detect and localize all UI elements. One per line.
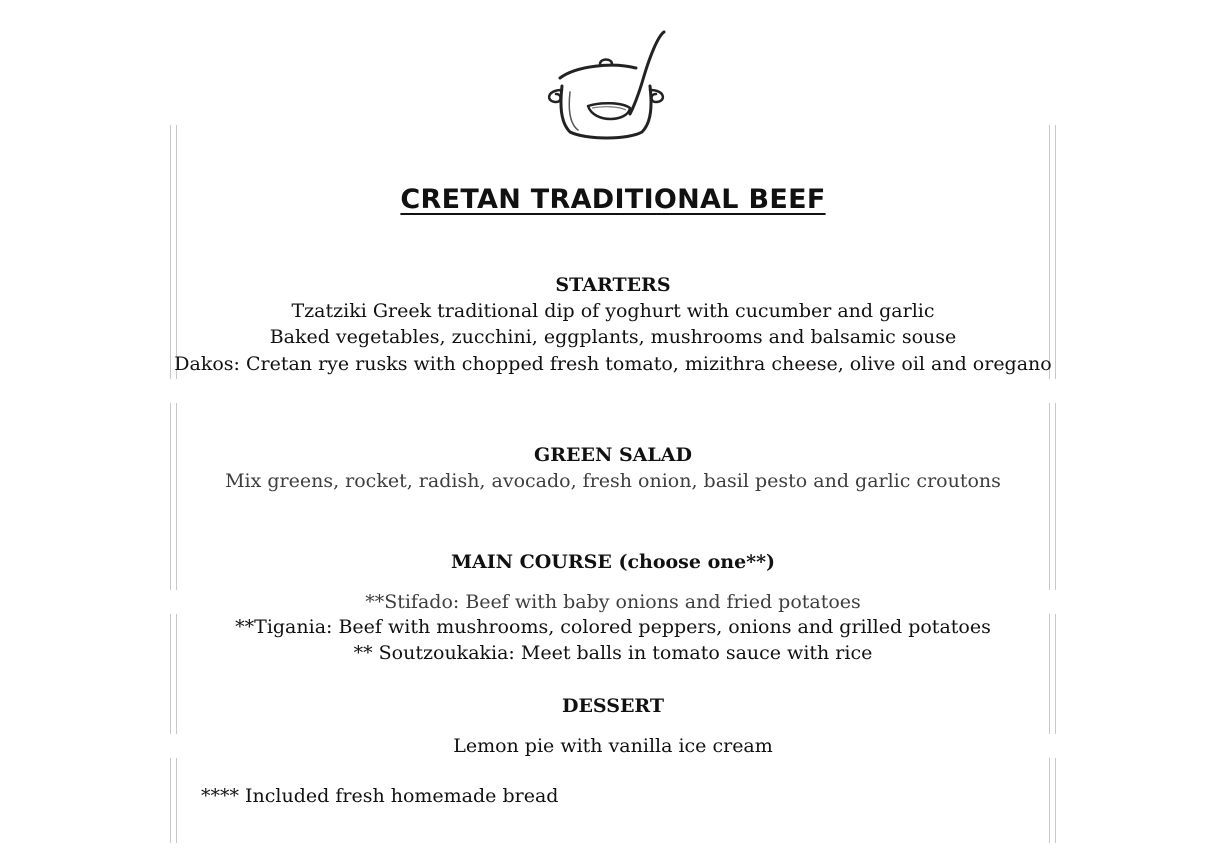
border-left-outer <box>170 758 171 843</box>
section-heading-starters: STARTERS <box>555 274 671 296</box>
bread-note: **** Included fresh homemade bread <box>201 785 559 807</box>
menu-item: **Tigania: Beef with mushrooms, colored peppers, onions and grilled potatoes <box>235 616 991 638</box>
menu-title <box>0 184 1226 215</box>
menu-item: ** Soutzoukakia: Meet balls in tomato sauce with rice <box>353 642 873 664</box>
border-right-inner <box>1049 758 1050 843</box>
menu-item: Mix greens, rocket, radish, avocado, fresh onion, basil pesto and garlic croutons <box>225 470 1001 492</box>
border-right-outer <box>1055 758 1056 843</box>
menu-item: Lemon pie with vanilla ice cream <box>453 735 773 757</box>
menu-item: **Stifado: Beef with baby onions and fried potatoes <box>365 591 861 613</box>
section-heading-dessert: DESSERT <box>561 695 665 717</box>
menu-title-text: CRETAN TRADITIONAL BEEF <box>400 184 826 215</box>
menu-item: Baked vegetables, zucchini, eggplants, mushrooms and balsamic souse <box>269 326 957 348</box>
menu-item: Tzatziki Greek traditional dip of yoghurt with cucumber and garlic <box>291 300 935 322</box>
menu-item: Dakos: Cretan rye rusks with chopped fresh tomato, mizithra cheese, olive oil and oregano <box>174 353 1052 375</box>
cooking-pot-ladle-icon <box>542 28 666 140</box>
border-left-inner <box>176 758 177 843</box>
section-heading-main-course: MAIN COURSE (choose one**) <box>450 551 776 573</box>
section-heading-green-salad: GREEN SALAD <box>533 444 692 466</box>
